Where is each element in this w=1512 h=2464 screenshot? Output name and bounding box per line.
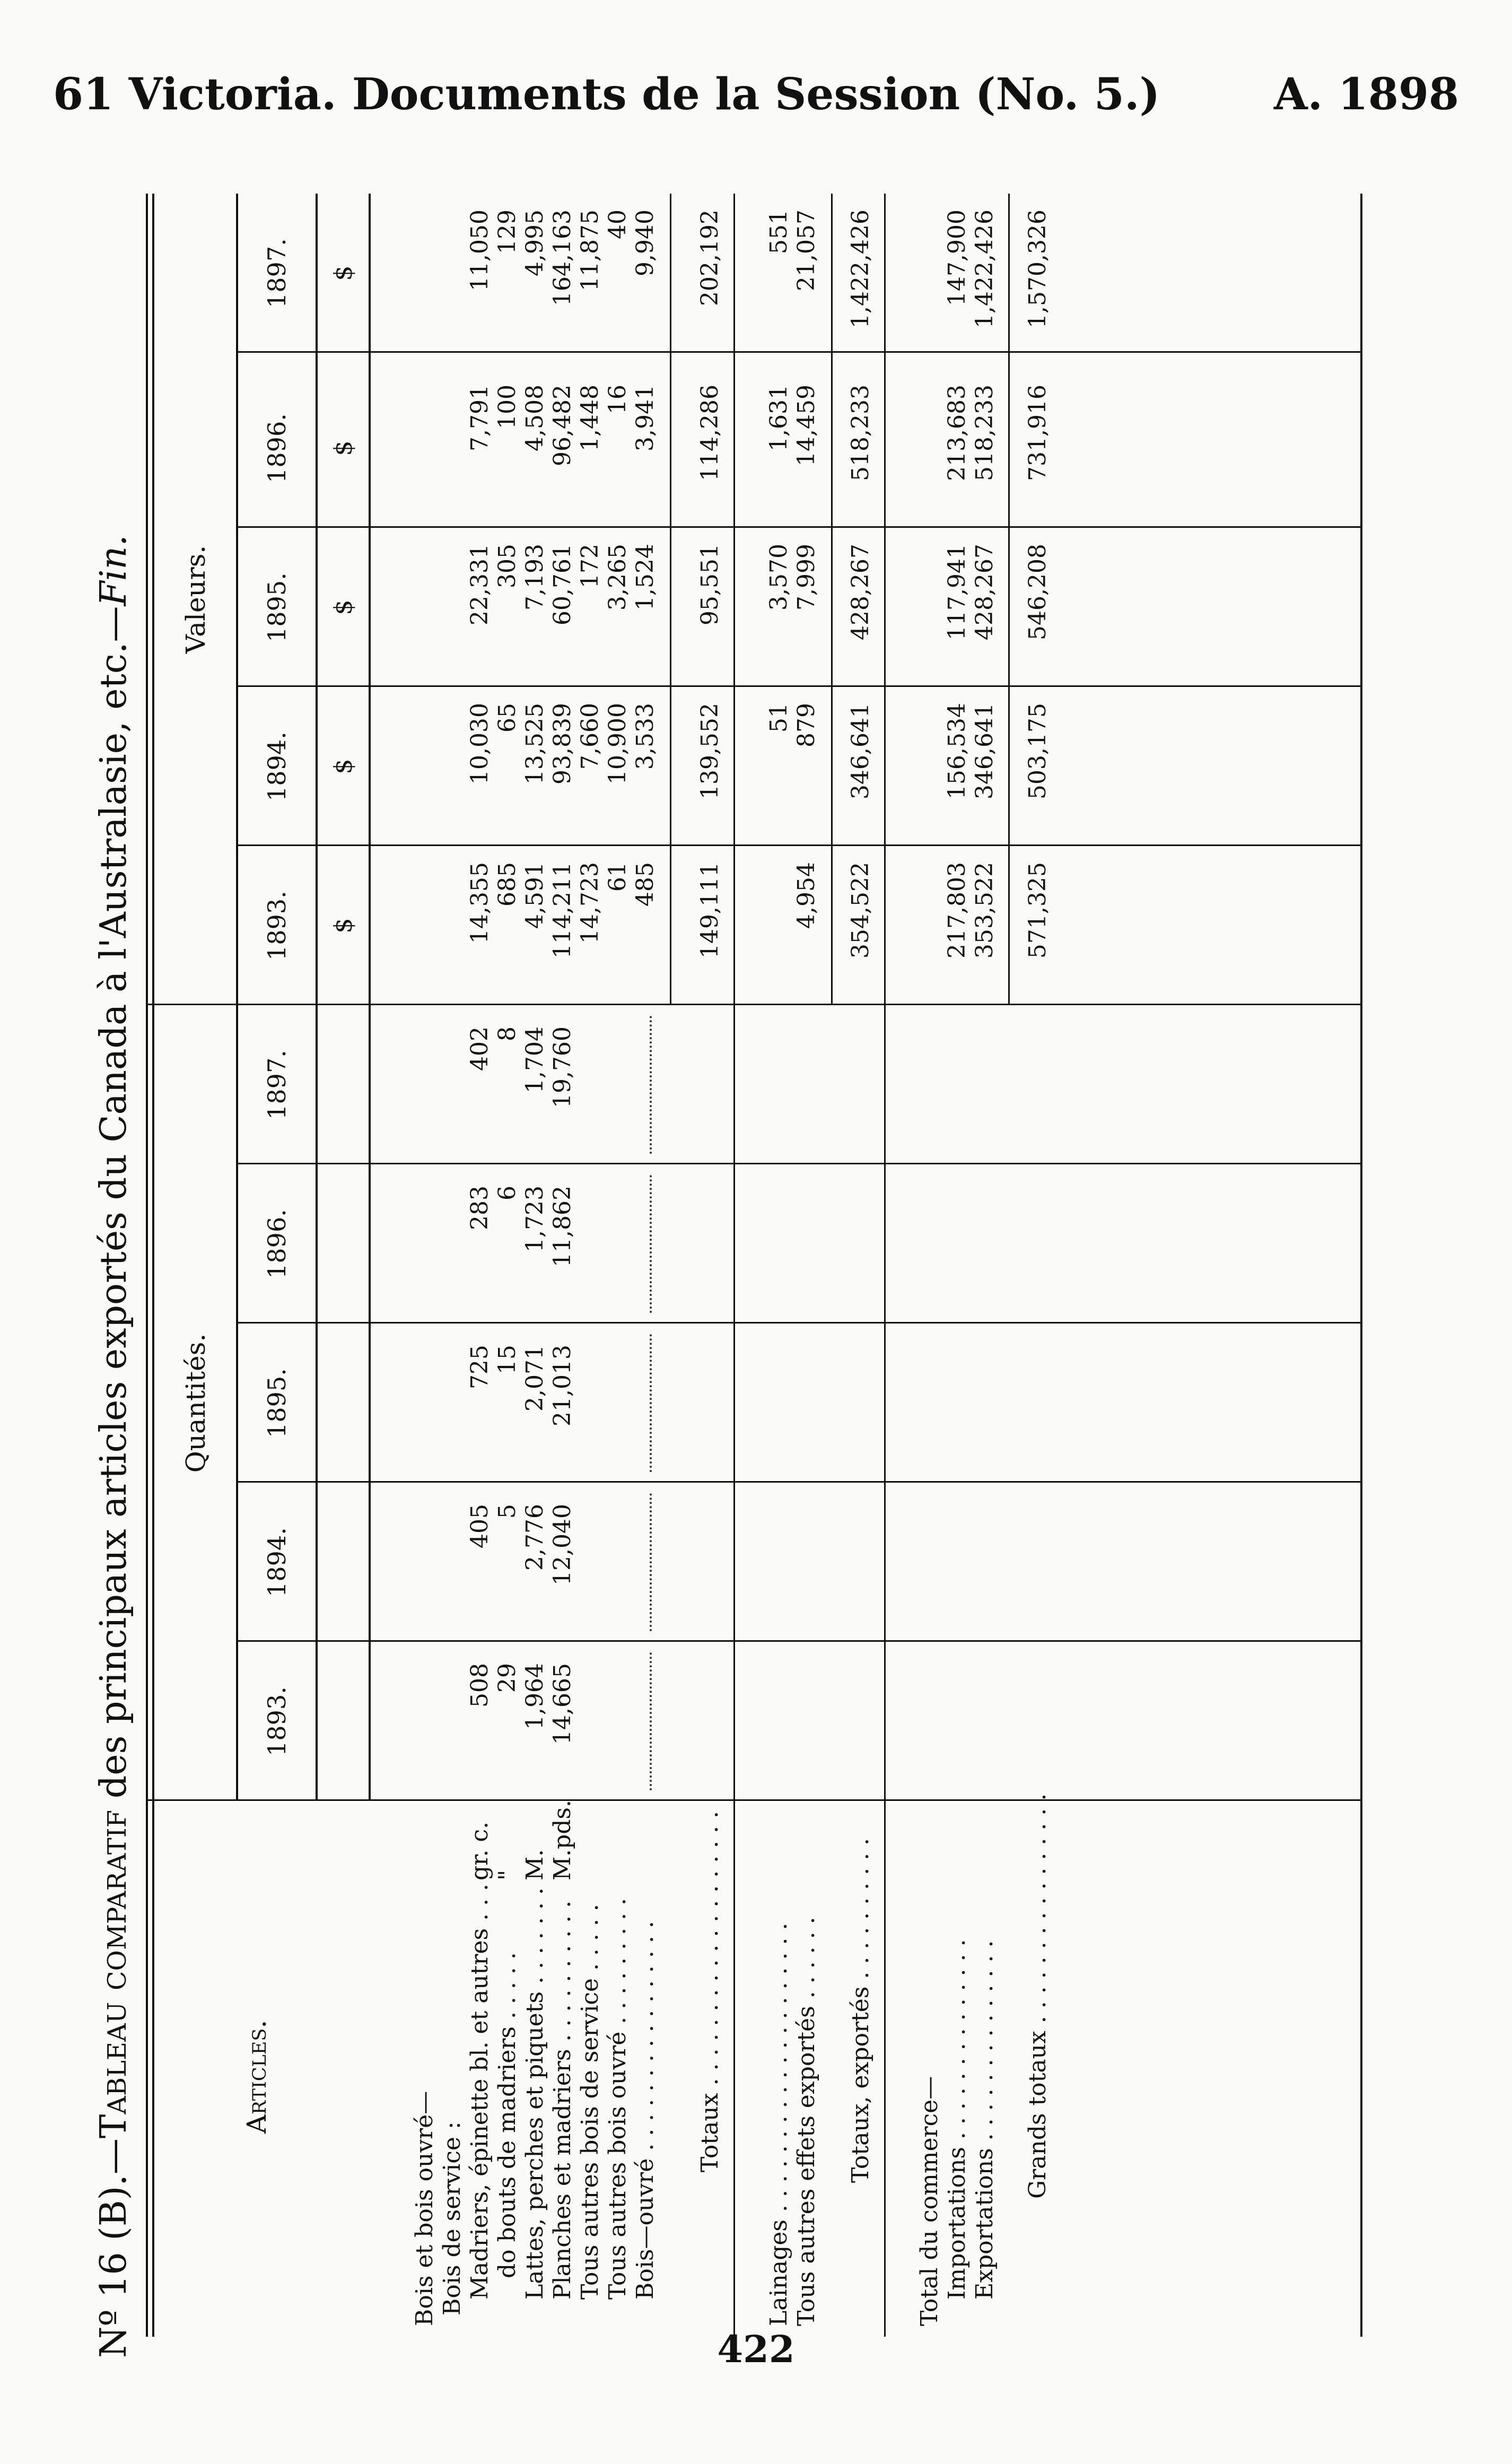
table-row-6-val-1: 7,660: [576, 703, 604, 770]
table-row-5-label: Planches et madriers . . . . . . . . . .: [549, 1900, 576, 2300]
qty-dot-leader-4: [650, 1016, 652, 1154]
table-row-2-unit: gr. c.: [466, 1822, 493, 1880]
header-session-year: 61 Victoria.: [53, 69, 337, 120]
importations-row-label: Importations . . . . . . . . . . . . . .: [943, 1939, 971, 2300]
rotated-table-block: [66, 180, 1371, 2358]
table-row-3-qty-1: 5: [494, 1504, 521, 1519]
totaux-exportes-row-label: Totaux, exportés . . . . . . . . . .: [847, 1838, 874, 2183]
total-commerce-row: [916, 180, 943, 2358]
table-row-2-val-0: 14,355: [466, 862, 493, 944]
dollar-sign-4: $: [329, 265, 357, 281]
table-row-2-qty-4: 402: [466, 1026, 493, 1071]
dollar-sign-2: $: [329, 599, 357, 615]
table-row-4-qty-3: 1,723: [521, 1186, 548, 1252]
grands-totaux-row-val-0: 571,325: [1024, 862, 1051, 959]
table-row-0-label: Bois et bois ouvré—: [411, 2091, 438, 2326]
table-row-4-qty-1: 2,776: [521, 1504, 548, 1571]
table-row-5-qty-3: 11,862: [549, 1186, 576, 1267]
val-year-3: 1896.: [263, 413, 291, 483]
table-row-2-val-1: 10,030: [466, 703, 493, 785]
table-row-2: [466, 180, 494, 2358]
table-row-3-val-2: 305: [494, 544, 521, 588]
exportations-row-val-3: 518,233: [971, 385, 998, 481]
table-row-4: [521, 180, 549, 2358]
table-row-3-qty-0: 29: [494, 1663, 521, 1693]
table-row-7-label: Tous autres bois ouvré . . . . . . . . .: [604, 1897, 631, 2300]
table-row-3-val-1: 65: [494, 703, 521, 733]
table-row2-0-val-3: 1,631: [765, 385, 792, 451]
table-row-4-qty-2: 2,071: [521, 1345, 548, 1412]
table-row-8-val-2: 1,524: [632, 544, 659, 611]
table-title: [93, 180, 135, 2358]
table-row-6-val-0: 14,723: [576, 862, 604, 944]
table-row-5-unit: M.pds.: [549, 1800, 576, 1880]
values-header: Valeurs.: [180, 545, 211, 654]
qty-dot-leader-2: [650, 1334, 652, 1472]
rule-header-bottom: [316, 194, 318, 1801]
header-volume: A. 1898: [1274, 69, 1459, 120]
table-row-6-val-4: 11,875: [576, 210, 604, 291]
quantities-header: Quantités.: [180, 1333, 211, 1473]
rule-before-totaux-exportes: [831, 194, 833, 1005]
totaux-exportes-row-val-2: 428,267: [847, 544, 874, 640]
table-row2-1-val-4: 21,057: [793, 210, 820, 291]
rule-top-2: [152, 194, 154, 2337]
table-row-0: [411, 180, 439, 2358]
exportations-row-val-0: 353,522: [971, 862, 998, 959]
table-row-5-val-2: 60,761: [549, 544, 576, 625]
table-row-4-label: Lattes, perches et piquets . . . . . . .: [521, 1887, 548, 2300]
qty-year-2: 1895.: [263, 1368, 291, 1438]
table-row-4-val-4: 4,995: [521, 210, 548, 276]
totaux-row-label: Totaux . . . . . . . . . . . . . . . . . . .: [696, 1811, 723, 2172]
qty-dot-leader-1: [650, 1493, 652, 1631]
table-row-7-val-2: 3,265: [604, 544, 631, 611]
rule-before-totaux: [670, 194, 671, 1005]
table-row-8-val-1: 3,533: [632, 703, 659, 770]
title-prefix: Nº 16 (B).—: [93, 2138, 135, 2358]
table-row-8-val-3: 3,941: [632, 385, 659, 451]
grands-totaux-row: [1024, 180, 1052, 2358]
rule-after-totaux-exportes: [884, 194, 886, 2337]
table-row2-1-val-1: 879: [793, 703, 820, 747]
table-row-2-qty-3: 283: [466, 1186, 493, 1230]
title-fin: Fin.: [93, 535, 135, 606]
table-row-5-qty-2: 21,013: [549, 1345, 576, 1426]
totaux-row-val-0: 149,111: [696, 862, 723, 959]
table-row2-0-label: Lainages . . . . . . . . . . . . . . . . . . . .: [765, 1922, 792, 2326]
table-row-3-val-4: 129: [494, 210, 521, 254]
qty-year-1: 1894.: [263, 1527, 291, 1597]
totaux-row-val-4: 202,192: [696, 210, 723, 306]
table-row-3-val-0: 685: [494, 862, 521, 907]
table-row2-0-val-1: 51: [765, 703, 792, 733]
exportations-row-label: Exportations . . . . . . . . . . . . . .: [971, 1940, 998, 2300]
table-row-8-val-4: 9,940: [632, 210, 659, 276]
table-row-6-val-2: 172: [576, 544, 604, 588]
dollar-sign-0: $: [329, 918, 357, 934]
table-row2-0-val-2: 3,570: [765, 544, 792, 611]
qty-year-4: 1897.: [263, 1050, 291, 1120]
totaux-exportes-row: [847, 180, 875, 2358]
table-row2-1: [793, 180, 820, 2358]
table-row-3-qty-2: 15: [494, 1345, 521, 1374]
table-row-4-val-3: 4,508: [521, 385, 548, 451]
qty-year-3: 1896.: [263, 1209, 291, 1279]
table-row-6-val-3: 1,448: [576, 385, 604, 451]
exportations-row-val-1: 346,641: [971, 703, 998, 799]
table-row-6-label: Tous autres bois de service . . . . .: [576, 1904, 604, 2300]
table-row-2-qty-2: 725: [466, 1345, 493, 1389]
grands-totaux-row-val-1: 503,175: [1024, 703, 1051, 799]
page-number: 422: [717, 2327, 795, 2371]
table-row-2-label: Madriers, épinette bl. et autres . . .: [466, 1884, 493, 2300]
table-row-5-val-4: 164,163: [549, 210, 576, 306]
table-row-4-val-0: 4,591: [521, 862, 548, 929]
importations-row-val-1: 156,534: [943, 703, 971, 799]
table-row-7: [604, 180, 632, 2358]
table-row-5-val-0: 114,211: [549, 862, 576, 959]
rule-before-grands: [1008, 194, 1010, 1005]
table-row-7-val-1: 10,900: [604, 703, 631, 785]
table-row-5-val-3: 96,482: [549, 385, 576, 466]
val-year-2: 1895.: [263, 572, 291, 642]
table-row2-1-val-0: 4,954: [793, 862, 820, 929]
table-row-3-unit: ": [494, 1869, 521, 1880]
table-row-3-label: do bouts de madriers . . . . .: [494, 1952, 521, 2278]
table-row-5-qty-4: 19,760: [549, 1026, 576, 1108]
totaux-row-val-1: 139,552: [696, 703, 723, 799]
rule-top: [146, 194, 148, 2337]
table-row-6: [576, 180, 604, 2358]
title-rest: des principaux articles exportés du Canada à l'Australasie, etc.—: [93, 606, 135, 1810]
table-row-5: [549, 180, 576, 2358]
totaux-row: [696, 180, 724, 2358]
grands-totaux-row-val-3: 731,916: [1024, 385, 1051, 481]
totaux-exportes-row-val-3: 518,233: [847, 385, 874, 481]
totaux-exportes-row-val-4: 1,422,426: [847, 210, 874, 328]
exportations-row-val-2: 428,267: [971, 544, 998, 640]
table-row-4-unit: M.: [521, 1849, 548, 1880]
importations-row: [943, 180, 971, 2358]
table-row2-0-val-4: 551: [765, 210, 792, 254]
table-row-7-val-0: 61: [604, 862, 631, 892]
importations-row-val-4: 147,900: [943, 210, 971, 306]
table-row2-1-label: Tous autres effets exportés . . . . . .: [793, 1917, 820, 2326]
table-row-3-val-3: 100: [494, 385, 521, 429]
table-row-7-val-4: 40: [604, 210, 631, 239]
table-row-2-val-2: 22,331: [466, 544, 493, 625]
table-row-1-label: Bois de service :: [439, 2121, 466, 2315]
table-row2-0: [765, 180, 793, 2358]
table-row-5-qty-0: 14,665: [549, 1663, 576, 1745]
table-row-4-val-1: 13,525: [521, 703, 548, 785]
rule-group: [236, 194, 238, 1801]
rule-bottom: [1360, 194, 1362, 2337]
table-row-8-label: Bois—ouvré . . . . . . . . . . . . . . . .: [632, 1921, 659, 2300]
table-row-5-val-1: 93,839: [549, 703, 576, 785]
total-commerce-row-label: Total du commerce—: [916, 2076, 943, 2326]
totaux-exportes-row-val-0: 354,522: [847, 862, 874, 959]
table-row-4-qty-4: 1,704: [521, 1026, 548, 1093]
dollar-sign-3: $: [329, 440, 357, 456]
title-smallcaps: Tableau comparatif: [93, 1809, 135, 2139]
exportations-row-val-4: 1,422,426: [971, 210, 998, 328]
header-document-title: Documents de la Session (No. 5.): [352, 69, 1160, 120]
table-row-5-qty-1: 12,040: [549, 1504, 576, 1586]
articles-header: Articles.: [241, 2019, 272, 2134]
table-row2-1-val-2: 7,999: [793, 544, 820, 611]
table-row2-1-val-3: 14,459: [793, 385, 820, 466]
table-row-3: [494, 180, 521, 2358]
table-row-2-qty-0: 508: [466, 1663, 493, 1708]
table-row-8-val-0: 485: [632, 862, 659, 907]
table-row-7-val-3: 16: [604, 385, 631, 414]
table-row-4-val-2: 7,193: [521, 544, 548, 611]
qty-dot-leader-0: [650, 1652, 652, 1790]
val-year-0: 1893.: [263, 891, 291, 961]
rule-after-totaux: [733, 194, 735, 2337]
table-row-8: [632, 180, 659, 2358]
val-year-4: 1897.: [263, 238, 291, 308]
grands-totaux-row-val-2: 546,208: [1024, 544, 1051, 640]
table-row-3-qty-4: 8: [494, 1026, 521, 1041]
grands-totaux-row-label: Grands totaux . . . . . . . . . . . . . . . .: [1024, 1793, 1051, 2199]
qty-year-0: 1893.: [263, 1686, 291, 1756]
col-rule-0: [146, 1799, 1360, 1801]
table-row-2-val-3: 7,791: [466, 385, 493, 451]
dollar-sign-1: $: [329, 759, 357, 774]
importations-row-val-2: 117,941: [943, 544, 971, 640]
totaux-exportes-row-val-1: 346,641: [847, 703, 874, 799]
val-year-1: 1894.: [263, 732, 291, 802]
exportations-row: [971, 180, 999, 2358]
totaux-row-val-3: 114,286: [696, 385, 723, 481]
table-row-3-qty-3: 6: [494, 1186, 521, 1200]
table-row-1: [439, 180, 466, 2358]
importations-row-val-3: 213,683: [943, 385, 971, 481]
qty-dot-leader-3: [650, 1175, 652, 1313]
table-row-2-val-4: 11,050: [466, 210, 493, 291]
grands-totaux-row-val-4: 1,570,326: [1024, 210, 1051, 328]
importations-row-val-0: 217,803: [943, 862, 971, 959]
rule-dollar: [369, 194, 371, 1801]
col-rule-5: [146, 1004, 1360, 1005]
table-row-4-qty-0: 1,964: [521, 1663, 548, 1730]
table-row-2-qty-1: 405: [466, 1504, 493, 1548]
totaux-row-val-2: 95,551: [696, 544, 723, 625]
